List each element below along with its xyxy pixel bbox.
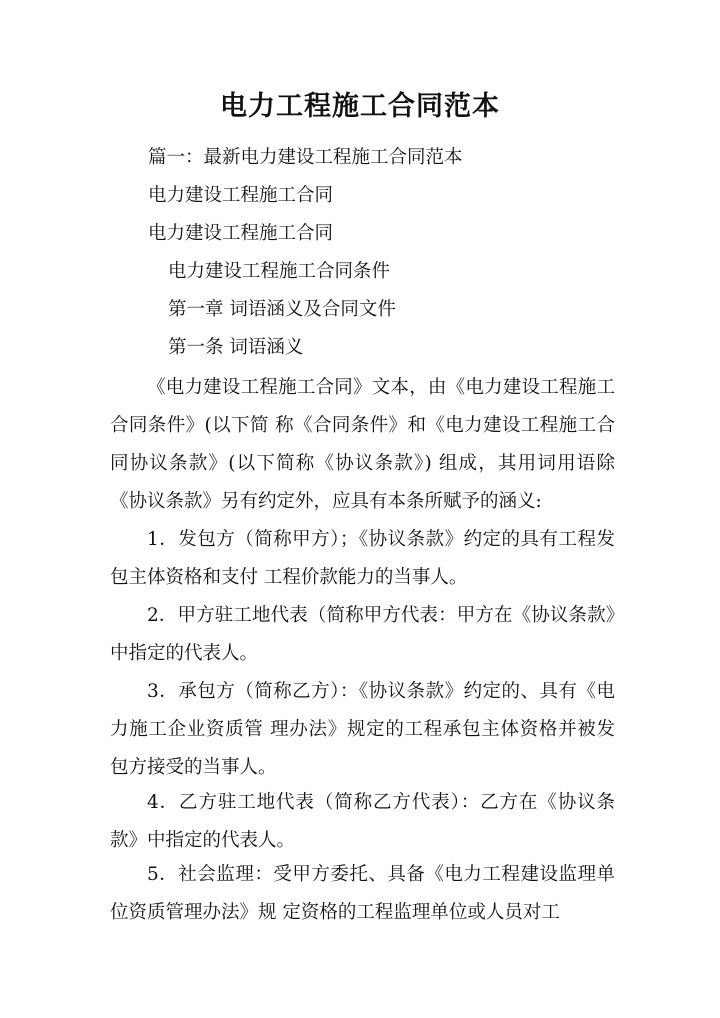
heading-part-one: 篇一：最新电力建设工程施工合同范本 <box>148 147 463 168</box>
paragraph-item-1: 1．发包方（简称甲方）；《协议条款》约定的具有工程发包主体资格和支付 工程价款能力的当事人。 <box>110 529 615 588</box>
document-title: 电力工程施工合同范本 <box>220 91 500 122</box>
heading-contract-conditions: 电力建设工程施工合同条件 <box>168 261 391 282</box>
heading-contract-subtitle: 电力建设工程施工合同 <box>148 223 334 244</box>
paragraph-item-5: 5．社会监理：受甲方委托、具备《电力工程建设监理单位资质管理办法》规 定资格的工程监理单位或人员对工 <box>110 864 615 923</box>
chapter-heading: 第一章 词语涵义及合同文件 <box>168 299 396 320</box>
paragraph-item-3: 3．承包方（简称乙方）：《协议条款》约定的、具有《电力施工企业资质管 理办法》规定的工程承包主体资格并被发包方接受的当事人。 <box>110 681 615 778</box>
article-heading: 第一条 词语涵义 <box>168 337 304 358</box>
paragraph-item-2: 2．甲方驻工地代表（简称甲方代表：甲方在《协议条款》中指定的代表人。 <box>110 605 615 664</box>
heading-contract-name: 电力建设工程施工合同 <box>148 185 334 206</box>
paragraph-item-4: 4．乙方驻工地代表（简称乙方代表）：乙方在《协议条款》中指定的代表人。 <box>110 792 615 851</box>
paragraph-intro: 《电力建设工程施工合同》文本，由《电力建设工程施工合同条件》(以下简 称《合同条件》和《电力建设工程施工合同协议条款》(以下简称《协议条款》) 组成，其用词用语除《协议条款》另有约定外，应具有本条所赋予的涵义: <box>110 377 615 512</box>
